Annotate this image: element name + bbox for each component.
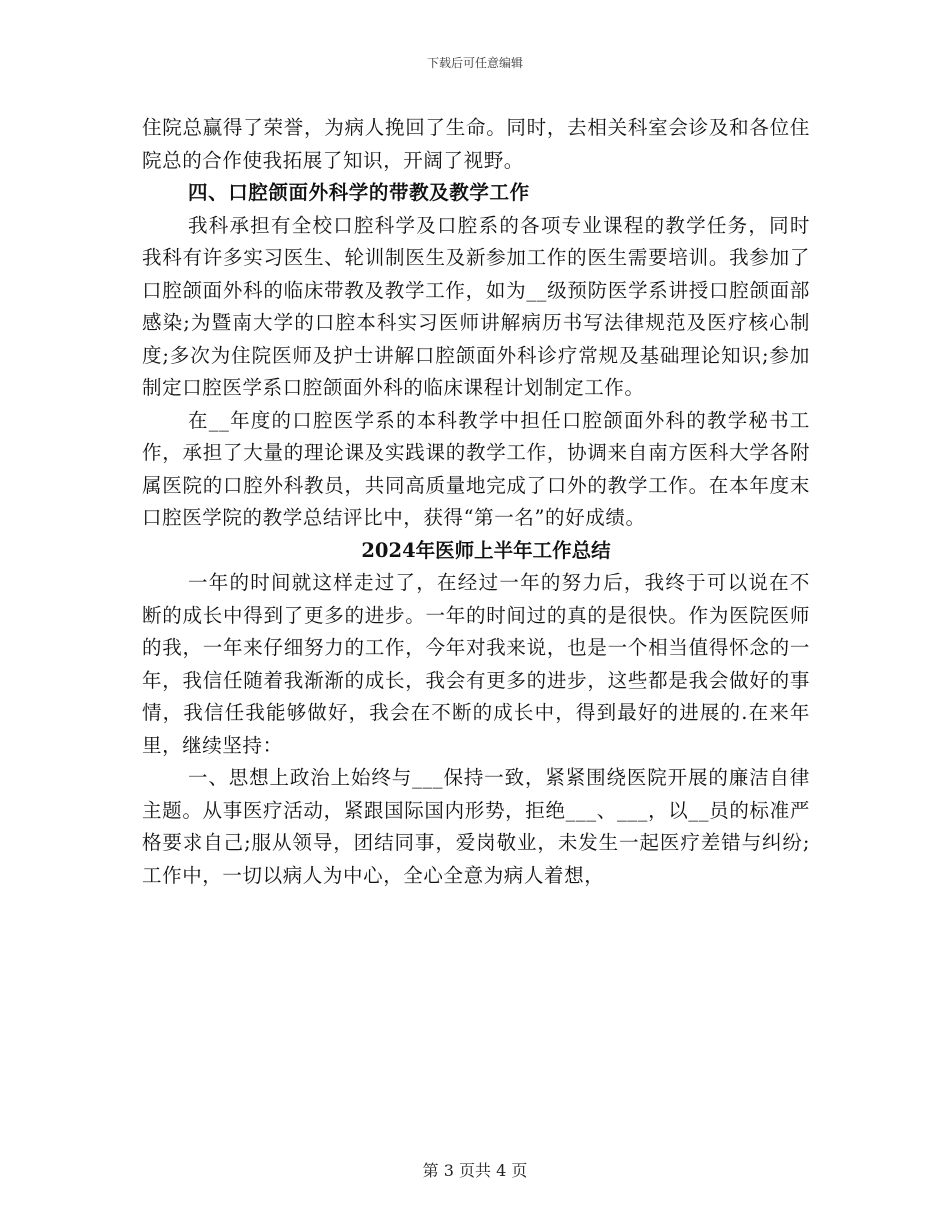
paragraph-continuation: 住院总赢得了荣誉，为病人挽回了生命。同时，去相关科室会诊及和各位住院总的合作使我拓展了知识，开阔了视野。 — [142, 116, 810, 172]
page-header: 下载后可任意编辑 — [426, 56, 523, 70]
paragraph-intro: 一年的时间就这样走过了，在经过一年的努力后，我终于可以说在不断的成长中得到了更多的进步。一年的时间过的真的是很快。作为医院医师的我，一年来仔细努力的工作，今年对我来说，也是一个相当值得怀念的一年，我信任随着我渐渐的成长，我会有更多的进步，这些都是我会做好的事情，我信任我能够做好，我会在不断的成长中，得到最好的进展的.在来年里，继续坚持： — [142, 571, 810, 757]
paragraph-teaching-secretary: 在__年度的口腔医学系的本科教学中担任口腔颌面外科的教学秘书工作，承担了大量的理论课及实践课的教学工作，协调来自南方医科大学各附属医院的口腔外科教员，共同高质量地完成了口外的教学工作。在本年度末口腔医学院的教学总结评比中，获得“第一名”的好成绩。 — [142, 408, 810, 529]
document-body — [142, 112, 810, 892]
document-title: 2024年医师上半年工作总结 — [361, 538, 611, 562]
section-heading-4: 四、口腔颌面外科学的带教及教学工作 — [188, 181, 530, 204]
paragraph-political: 一、思想上政治上始终与___保持一致，紧紧围绕医院开展的廉洁自律主题。从事医疗活动，紧跟国际国内形势，拒绝___、___，以__员的标准严格要求自己;服从领导，团结同事，爱岗敬业，未发生一起医疗差错与纠纷;工作中，一切以病人为中心，全心全意为病人着想， — [142, 766, 810, 887]
page-footer: 第 3 页共 4 页 — [422, 1161, 528, 1180]
paragraph-teaching-duties: 我科承担有全校口腔科学及口腔系的各项专业课程的教学任务，同时我科有许多实习医生、轮训制医生及新参加工作的医生需要培训。我参加了口腔颌面外科的临床带教及教学工作，如为__级预防医学系讲授口腔颌面部感染;为暨南大学的口腔本科实习医师讲解病历书写法律规范及医疗核心制度;多次为住院医师及护士讲解口腔颌面外科诊疗常规及基础理论知识;参加制定口腔医学系口腔颌面外科的临床课程计划制定工作。 — [142, 213, 810, 399]
